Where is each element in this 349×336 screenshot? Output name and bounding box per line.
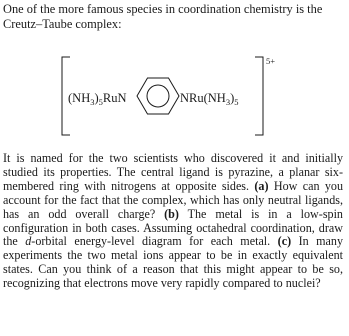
structure-diagram [0, 40, 349, 152]
part-b-italic: d [25, 234, 32, 249]
part-a-label: (a) [254, 178, 269, 193]
pyrazine-ring [137, 78, 179, 114]
question-preamble: It is named for the two scientists who discovered it and initially studied its properties. The central ligand is pyrazine, a planar six-membered ring with nitrogens at opposite sides. [3, 151, 343, 193]
right-bracket [255, 57, 263, 135]
intro-text: One of the more famous species in coordination chemistry is the Creutz–Taube complex: [3, 2, 323, 31]
part-b-label: (b) [164, 206, 179, 221]
creutz-taube-structure [0, 40, 349, 152]
part-b-text-2: -orbital energy-level diagram for each metal. [31, 234, 271, 249]
question-text [3, 152, 343, 291]
left-fragment: $(NH_3)_5RuN$ [68, 91, 127, 107]
part-c-label: (c) [277, 234, 292, 249]
part-c-text: In many experiments the two metal ions appear to be in exactly equivalent states. Can you think of a reason that this might appear to be so, recognizing that electrons move very rapidly compared to nuclei? [3, 234, 343, 291]
charge-label: 5+ [266, 56, 276, 66]
part-a-text: How can you account for the fact that the complex, which has only neutral ligands, has an odd overall charge? [3, 178, 344, 221]
right-fragment: $NRu(NH_3)_5$ [180, 91, 239, 107]
part-b-text: The metal is in a low-spin configuration in both cases. Assuming octahedral coordination, draw the [3, 206, 343, 249]
